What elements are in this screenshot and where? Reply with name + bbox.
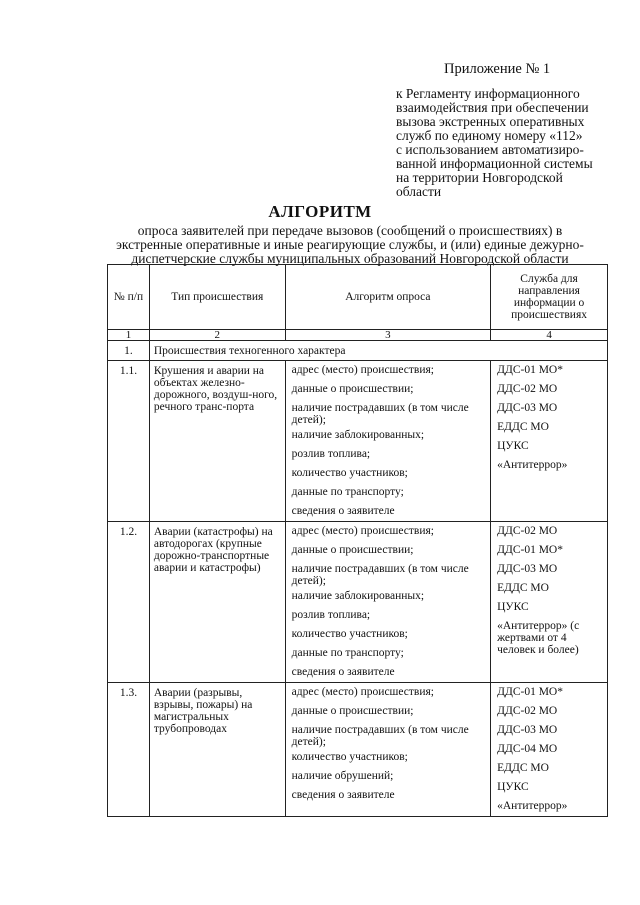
algorithm-item: наличие пострадавших (в том числе детей);	[291, 563, 469, 587]
subtitle-line: диспетчерские службы муниципальных образований Новгородской области	[131, 251, 569, 266]
algorithm-item: наличие пострадавших (в том числе детей);	[291, 724, 469, 748]
document-title: АЛГОРИТМ	[268, 202, 372, 221]
service-item: ЦУКС	[497, 601, 529, 613]
incident-type: Аварии (катастрофы) на автодорогах (крупные дорожно-транспортные аварии и катастрофы)	[149, 522, 285, 683]
service-item: ДДС-01 МО*	[497, 364, 563, 376]
incident-type: Аварии (разрывы, взрывы, пожары) на магистральных трубопроводах	[149, 683, 285, 817]
document-subtitle	[100, 224, 600, 266]
annex-line: к Регламенту информационного	[396, 86, 580, 101]
row-number: 1.3.	[108, 683, 150, 817]
algorithm-cell	[285, 522, 491, 683]
service-item: ЕДДС МО	[497, 421, 549, 433]
table-header-row	[108, 265, 608, 330]
service-item: ЕДДС МО	[497, 762, 549, 774]
incident-type: Крушения и аварии на объектах железно-дорожного, воздуш-ного, речного транс-порта	[149, 361, 285, 522]
table-row	[108, 522, 608, 683]
algorithm-item: наличие обрушений;	[291, 770, 394, 782]
row-number: 1.2.	[108, 522, 150, 683]
service-item: ДДС-01 МО*	[497, 544, 563, 556]
table-row	[108, 683, 608, 817]
algorithm-item: адрес (место) происшествия;	[291, 525, 434, 537]
algorithm-item: данные о происшествии;	[291, 544, 414, 556]
service-item: ЕДДС МО	[497, 582, 549, 594]
service-item: ДДС-02 МО	[497, 383, 558, 395]
column-number-row	[108, 330, 608, 341]
service-item: «Антитеррор» (с жертвами от 4 человек и более)	[497, 620, 580, 656]
algorithm-item: данные по транспорту;	[291, 486, 404, 498]
algorithm-item: розлив топлива;	[291, 448, 371, 460]
algorithm-item: адрес (место) происшествия;	[291, 686, 434, 698]
algorithm-item: сведения о заявителе	[291, 789, 395, 801]
annex-line: взаимодействия при обеспечении	[396, 100, 589, 115]
algorithm-table	[107, 264, 608, 817]
algorithm-item: сведения о заявителе	[291, 666, 395, 678]
service-item: ДДС-04 МО	[497, 743, 558, 755]
column-number: 1	[108, 330, 150, 341]
service-item: ЦУКС	[497, 781, 529, 793]
header-service: Служба для направления информации о происшествиях	[491, 265, 608, 330]
service-item: ДДС-03 МО	[497, 402, 558, 414]
algorithm-item: количество участников;	[291, 467, 408, 479]
service-item: ДДС-02 МО	[497, 525, 558, 537]
service-item: ДДС-01 МО*	[497, 686, 563, 698]
annex-line: служб по единому номеру «112»	[396, 128, 583, 143]
service-item: «Антитеррор»	[497, 459, 568, 471]
algorithm-cell	[285, 683, 491, 817]
section-title: Происшествия техногенного характера	[149, 341, 607, 361]
annex-line: на территории Новгородской	[396, 170, 563, 185]
service-item: ДДС-02 МО	[497, 705, 558, 717]
algorithm-item: данные о происшествии;	[291, 383, 414, 395]
column-number: 2	[149, 330, 285, 341]
section-row	[108, 341, 608, 361]
algorithm-item: данные о происшествии;	[291, 705, 414, 717]
algorithm-item: наличие заблокированных;	[291, 429, 425, 441]
algorithm-item: количество участников;	[291, 751, 408, 763]
services-cell	[491, 683, 608, 817]
subtitle-line: опроса заявителей при передаче вызовов (сообщений о происшествиях) в	[137, 223, 563, 238]
section-num: 1.	[108, 341, 150, 361]
services-cell	[491, 522, 608, 683]
service-item: «Антитеррор»	[497, 800, 568, 812]
header-type: Тип происшествия	[149, 265, 285, 330]
algorithm-item: адрес (место) происшествия;	[291, 364, 434, 376]
column-number: 4	[491, 330, 608, 341]
algorithm-cell	[285, 361, 491, 522]
algorithm-item: розлив топлива;	[291, 609, 371, 621]
algorithm-item: данные по транспорту;	[291, 647, 404, 659]
algorithm-item: наличие пострадавших (в том числе детей);	[291, 402, 469, 426]
service-item: ЦУКС	[497, 440, 529, 452]
header-algorithm: Алгоритм опроса	[285, 265, 491, 330]
algorithm-item: наличие заблокированных;	[291, 590, 425, 602]
service-item: ДДС-03 МО	[497, 724, 558, 736]
header-num: № п/п	[108, 265, 150, 330]
services-cell	[491, 361, 608, 522]
row-number: 1.1.	[108, 361, 150, 522]
algorithm-item: количество участников;	[291, 628, 408, 640]
column-number: 3	[285, 330, 491, 341]
annex-heading: Приложение № 1	[444, 61, 551, 77]
service-item: ДДС-03 МО	[497, 563, 558, 575]
annex-line: с использованием автоматизиро-	[396, 142, 584, 157]
annex-line: ванной информационной системы	[396, 156, 593, 171]
annex-line: области	[396, 184, 442, 199]
annex-line: вызова экстренных оперативных	[396, 114, 585, 129]
annex-header	[396, 62, 616, 199]
table-row	[108, 361, 608, 522]
subtitle-line: экстренные оперативные и иные реагирующие службы, и (или) единые дежурно-	[116, 237, 584, 252]
algorithm-item: сведения о заявителе	[291, 505, 395, 517]
